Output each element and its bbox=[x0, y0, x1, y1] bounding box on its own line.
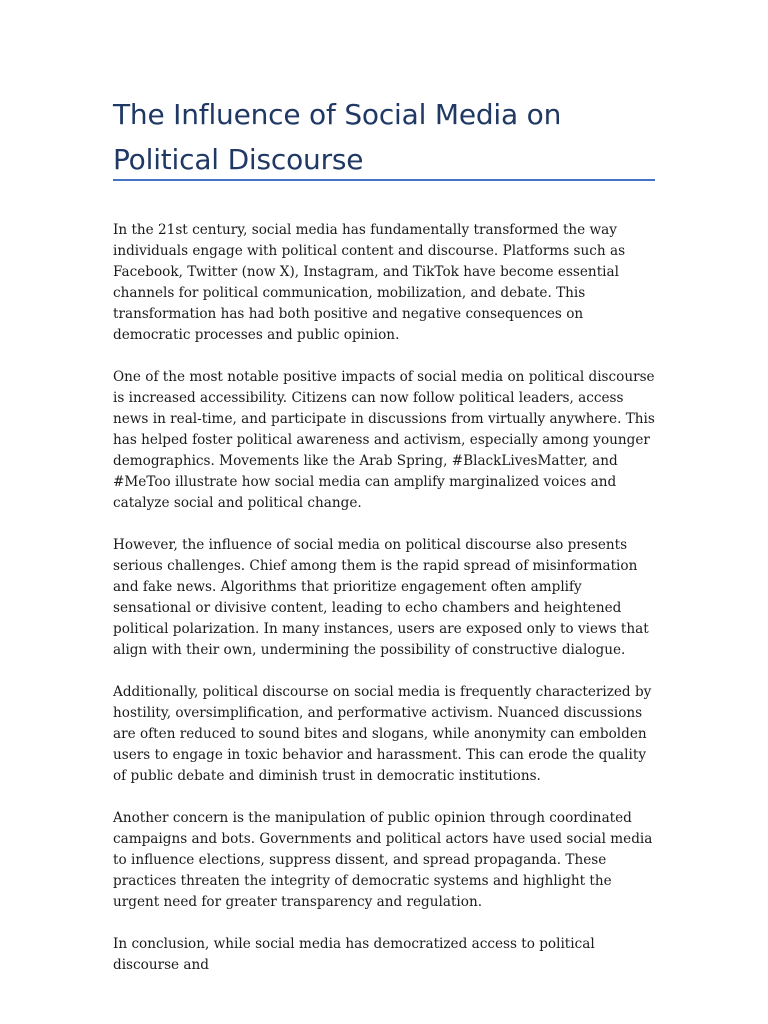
title-divider bbox=[113, 179, 655, 181]
paragraph-1: In the 21st century, social media has fundamentally transformed the way individuals engage with political content and discourse. Platforms such as Facebook, Twitter (now X), Instagram, and TikTok have become essential channels for political communication, mobilization, and debate. This transformation has had both positive and negative consequences on democratic processes and public opinion. bbox=[113, 222, 626, 343]
document-body bbox=[113, 220, 661, 997]
paragraph-5: Another concern is the manipulation of public opinion through coordinated campaigns and bots. Governments and political actors have used social media to influence elections, suppress dissent, and spread propaganda. These practices threaten the integrity of democratic systems and highlight the urgent need for greater transparency and regulation. bbox=[113, 810, 653, 910]
paragraph-4: Additionally, political discourse on social media is frequently characterized by hostility, oversimplification, and performative activism. Nuanced discussions are often reduced to sound bites and slogans, while anonymity can embolden users to engage in toxic behavior and harassment. This can erode the quality of public debate and diminish trust in democratic institutions. bbox=[113, 684, 652, 784]
paragraph-6: In conclusion, while social media has democratized access to political discourse and bbox=[113, 936, 595, 973]
paragraph-3: However, the influence of social media on political discourse also presents serious challenges. Chief among them is the rapid spread of misinformation and fake news. Algorithms that prioritize engagement often amplify sensational or divisive content, leading to echo chambers and heightened political polarization. In many instances, users are exposed only to views that align with their own, undermining the possibility of constructive dialogue. bbox=[113, 537, 649, 658]
document-title: The Influence of Social Media on Political Discourse bbox=[113, 98, 562, 176]
paragraph-2: One of the most notable positive impacts of social media on political discourse is increased accessibility. Citizens can now follow political leaders, access news in real-time, and participate in discussions from virtually anywhere. This has helped foster political awareness and activism, especially among younger demographics. Movements like the Arab Spring, #BlackLivesMatter, and #MeToo illustrate how social media can amplify marginalized voices and catalyze social and political change. bbox=[113, 369, 655, 511]
